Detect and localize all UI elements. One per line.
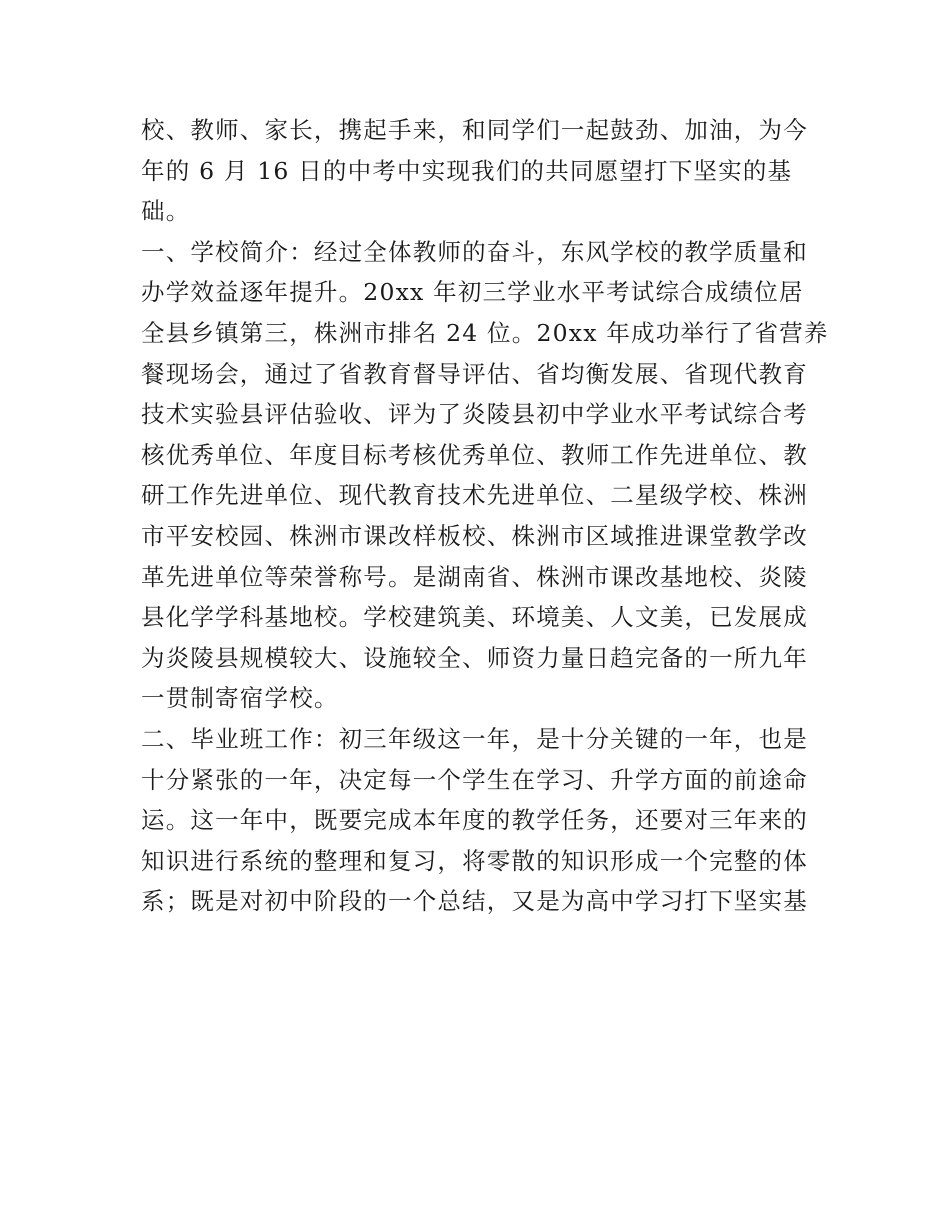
text-line: 校、教师、家长，携起手来，和同学们一起鼓劲、加油，为今	[141, 116, 808, 144]
text-line: 技术实验县评估验收、评为了炎陵县初中学业水平考试综合考	[141, 400, 808, 429]
text-line: 础。	[141, 197, 191, 226]
text-line: 年的 6 月 16 日的中考中实现我们的共同愿望打下坚实的基	[141, 156, 793, 185]
text-line: 系；既是对初中阶段的一个总结，又是为高中学习打下坚实基	[141, 887, 808, 916]
text-line: 革先进单位等荣誉称号。是湖南省、株洲市课改基地校、炎陵	[141, 562, 808, 591]
text-line: 运。这一年中，既要完成本年度的教学任务，还要对三年来的	[141, 806, 808, 835]
text-line: 研工作先进单位、现代教育技术先进单位、二星级学校、株洲	[141, 481, 808, 510]
text-line: 市平安校园、株洲市课改样板校、株洲市区域推进课堂教学改	[141, 521, 808, 550]
text-line: 核优秀单位、年度目标考核优秀单位、教师工作先进单位、教	[141, 440, 808, 469]
text-line: 二、毕业班工作：初三年级这一年，是十分关键的一年，也是	[141, 724, 808, 753]
text-line: 办学效益逐年提升。20xx 年初三学业水平考试综合成绩位居	[141, 278, 804, 307]
text-line: 知识进行系统的整理和复习，将零散的知识形成一个完整的体	[141, 846, 808, 875]
text-line: 一、学校简介：经过全体教师的奋斗，东风学校的教学质量和	[141, 237, 808, 266]
text-line: 县化学学科基地校。学校建筑美、环境美、人文美，已发展成	[141, 603, 808, 632]
text-line: 为炎陵县规模较大、设施较全、师资力量日趋完备的一所九年	[141, 643, 808, 672]
text-line: 一贯制寄宿学校。	[141, 684, 339, 713]
body-text	[141, 110, 831, 922]
text-line: 十分紧张的一年，决定每一个学生在学习、升学方面的前途命	[141, 765, 808, 794]
text-line: 餐现场会，通过了省教育督导评估、省均衡发展、省现代教育	[141, 359, 808, 388]
text-line: 全县乡镇第三，株洲市排名 24 位。20xx 年成功举行了省营养	[141, 318, 829, 347]
